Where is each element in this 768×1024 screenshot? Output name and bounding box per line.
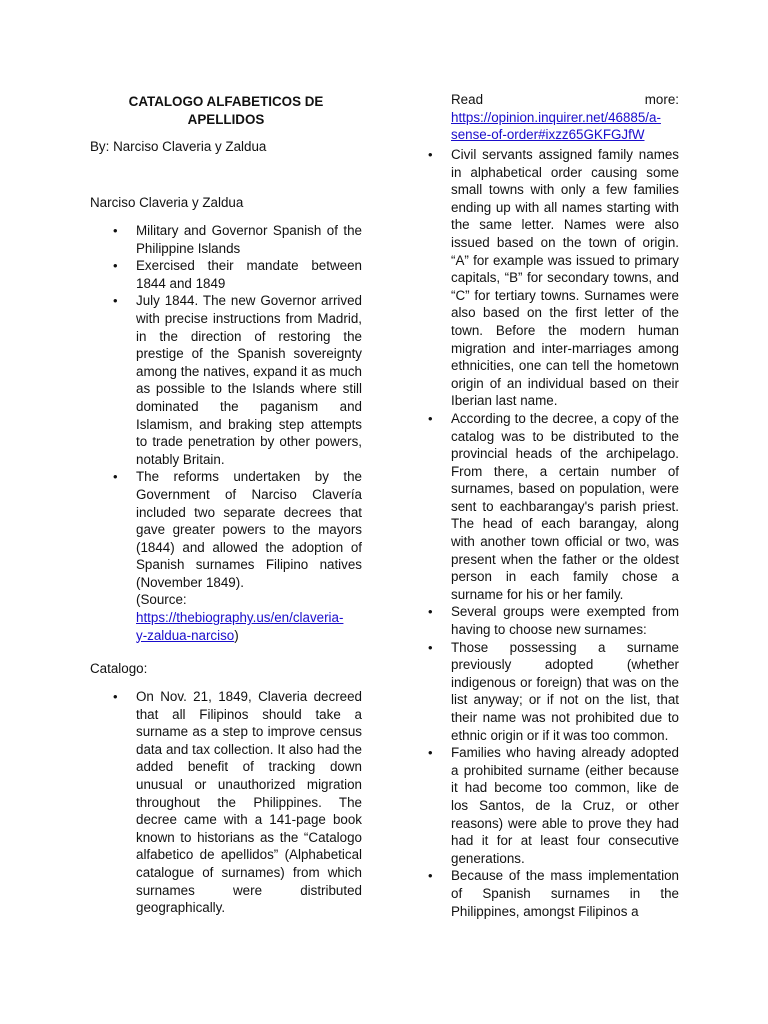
read-more-line: [451, 91, 679, 109]
list-item: • Exercised their mandate between 1844 and 1849: [111, 257, 362, 292]
list-item: • Those possessing a surname previously adopted (whether indigenous or foreign) that was on the list anyway; or if not on the list, that their name was not prohibited due to ethnic origin or if it was too common.: [426, 639, 679, 745]
read-more-link[interactable]: [451, 110, 661, 143]
source-link-line-2: y-zaldua-narciso: [136, 627, 235, 643]
catalogo-bullet-list: [111, 688, 362, 917]
title-line-2: APELLIDOS: [187, 111, 265, 127]
list-item: [111, 468, 362, 644]
list-item: • Several groups were exempted from having to choose new surnames:: [426, 603, 679, 638]
source-label: (Source:: [136, 592, 187, 608]
read-more-link-line-1: https://opinion.inquirer.net/46885/a-: [451, 109, 661, 125]
source-link[interactable]: [136, 610, 343, 643]
list-item: • July 1844. The new Governor arrived with precise instructions from Madrid, in the direction of restoring the prestige of the Spanish sovereignty among the natives, expand it as much as possible to the Islands where still dominated the paganism and Islamism, and braking step attempts to trade penetration by other powers, notably Britain.: [111, 292, 362, 468]
reforms-text: The reforms undertaken by the Government of Narciso Clavería included two separate decrees that gave greater powers to the mayors (1844) and allowed the adoption of Spanish surnames Filipino natives (November 1849).: [136, 469, 362, 590]
document-title: [90, 93, 362, 128]
subject-heading: Narciso Claveria y Zaldua: [90, 195, 244, 210]
title-line-1: CATALOGO ALFABETICOS DE: [128, 94, 324, 109]
read-more-link-line-2: sense-of-order#ixzz65GKFGJfW: [451, 127, 645, 143]
read-more-word: more:: [644, 92, 679, 107]
list-item: • On Nov. 21, 1849, Claveria decreed that all Filipinos should take a surname as a step to improve census data and tax collection. It also had the added benefit of tracking down unusual or unauthorized migration throughout the Philippines. The decree came with a 141-page book known to historians as the “Catalogo alfabetico de apellidos” (Alphabetical catalogue of surnames) from which surnames were distributed geographically.: [111, 688, 362, 917]
list-item: • According to the decree, a copy of the catalog was to be distributed to the provincial heads of the archipelago. From there, a certain number of surnames, based on population, were sent to eachbarangay's parish priest. The head of each barangay, along with another town official or two, was present when the father or the oldest person in each family chose a surname for his or her family.: [426, 410, 679, 604]
read-more-label: Read: [451, 92, 484, 107]
source-citation: [136, 591, 362, 644]
list-item: • Families who having already adopted a prohibited surname (either because it had become too common, like de los Santos, de la Cruz, or other reasons) were able to prove they had had it for at least four consecutive generations.: [426, 744, 679, 867]
source-close: ): [234, 627, 239, 643]
source-link-line-1: https://thebiography.us/en/claveria-: [136, 610, 344, 626]
list-item: • Military and Governor Spanish of the Philippine Islands: [111, 222, 362, 257]
catalogo-heading: Catalogo:: [90, 661, 148, 676]
list-item: • Civil servants assigned family names in alphabetical order causing some small towns with only a few families ending up with all names starting with the same letter. Names were also issued based on the town of origin. “A” for example was issued to primary capitals, “B” for secondary towns, and “C” for tertiary towns. Surnames were also based on the first letter of the town. Before the modern human migration and inter-marriages among ethnicities, one can tell the hometown origin of an individual based on their Iberian last name.: [426, 146, 679, 410]
read-more: [451, 91, 679, 144]
list-item: • Because of the mass implementation of Spanish surnames in the Philippines, amongst Filipinos a: [426, 867, 679, 920]
byline: By: Narciso Claveria y Zaldua: [90, 139, 267, 154]
surname-bullet-list: [426, 146, 679, 920]
bio-bullet-list: [111, 222, 362, 644]
